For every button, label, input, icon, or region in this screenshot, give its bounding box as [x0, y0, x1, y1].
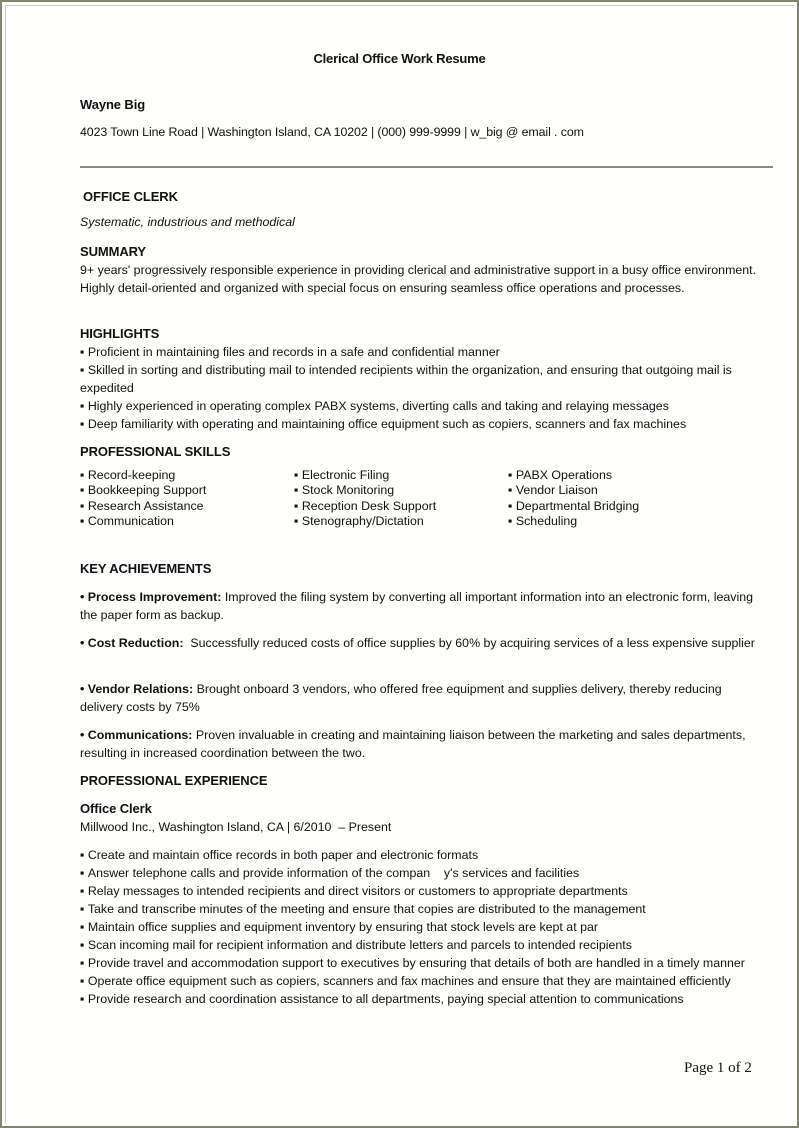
duty-item: ▪ Take and transcribe minutes of the meeting and ensure that copies are distributed to the management: [80, 900, 765, 918]
page-indicator: Page 1 of 2: [684, 1060, 752, 1076]
skill-item: ▪ Bookkeeping Support: [80, 483, 294, 498]
document-title: Clerical Office Work Resume: [313, 51, 486, 66]
skill-item: ▪ Scheduling: [508, 514, 722, 529]
achievement-item: [80, 588, 765, 624]
job-entry: [80, 800, 760, 836]
job-title: Office Clerk: [80, 801, 152, 816]
achievement-label: • Vendor Relations:: [80, 682, 193, 696]
achievement-text: Brought onboard 3 vendors, who offered free equipment and supplies delivery, thereby reducing delivery costs by 75%: [80, 682, 722, 714]
achievement-item: [80, 680, 765, 716]
duty-item: ▪ Relay messages to intended recipients and direct visitors or customers to appropriate departments: [80, 882, 765, 900]
highlights-heading: HIGHLIGHTS: [80, 326, 160, 341]
highlights-section: [80, 325, 760, 433]
duty-item: ▪ Maintain office supplies and equipment inventory by ensuring that stock levels are kept at par: [80, 918, 765, 936]
skills-column: [508, 468, 722, 529]
skills-heading: PROFESSIONAL SKILLS: [80, 444, 231, 459]
job-duties: [80, 846, 765, 1008]
achievement-text: Improved the filing system by converting all important information into an electronic form, leaving the paper form as backup.: [80, 590, 754, 622]
highlight-item: ▪ Deep familiarity with operating and maintaining office equipment such as copiers, scanners and fax machines: [80, 415, 760, 433]
candidate-name: Wayne Big: [80, 97, 146, 112]
skill-item: ▪ Electronic Filing: [294, 468, 508, 483]
tagline: Systematic, industrious and methodical: [80, 215, 295, 229]
summary-heading: SUMMARY: [80, 244, 146, 259]
summary-text: 9+ years' progressively responsible experience in providing clerical and administrative support in a busy office environment. Highly detail-oriented and organized with special focus on ensuring seamless office operations and processes.: [80, 263, 757, 295]
achievement-item: [80, 634, 765, 652]
duty-item: ▪ Scan incoming mail for recipient information and distribute letters and parcels to intended recipients: [80, 936, 765, 954]
skills-column: [80, 468, 294, 529]
achievements-heading: KEY ACHIEVEMENTS: [80, 561, 212, 576]
duty-item: ▪ Provide research and coordination assistance to all departments, paying special attention to communications: [80, 990, 765, 1008]
summary-section: [80, 243, 760, 297]
achievement-label: • Process Improvement:: [80, 590, 221, 604]
achievement-text: Proven invaluable in creating and maintaining liaison between the marketing and sales departments, resulting in increased coordination between the two.: [80, 728, 746, 760]
highlight-item: ▪ Skilled in sorting and distributing mail to intended recipients within the organization, and ensuring that outgoing mail is expedited: [80, 361, 760, 397]
duty-item: ▪ Create and maintain office records in both paper and electronic formats: [80, 846, 765, 864]
skill-item: ▪ Communication: [80, 514, 294, 529]
duty-item: ▪ Answer telephone calls and provide information of the compan y's services and facilities: [80, 864, 765, 882]
highlight-item: ▪ Highly experienced in operating complex PABX systems, diverting calls and taking and relaying messages: [80, 397, 760, 415]
skill-item: ▪ Record-keeping: [80, 468, 294, 483]
duty-item: ▪ Operate office equipment such as copiers, scanners and fax machines and ensure that they are maintained efficiently: [80, 972, 765, 990]
experience-heading: PROFESSIONAL EXPERIENCE: [80, 773, 268, 788]
job-meta: Millwood Inc., Washington Island, CA | 6/2010 – Present: [80, 820, 392, 834]
header-divider: [80, 166, 773, 168]
achievement-label: • Cost Reduction:: [80, 636, 183, 650]
skill-item: ▪ Stenography/Dictation: [294, 514, 508, 529]
duty-item: ▪ Provide travel and accommodation support to executives by ensuring that details of both are handled in a timely manner: [80, 954, 765, 972]
contact-info: 4023 Town Line Road | Washington Island, CA 10202 | (000) 999-9999 | w_big @ email . com: [80, 125, 584, 139]
skill-item: ▪ Departmental Bridging: [508, 499, 722, 514]
role-title: OFFICE CLERK: [83, 189, 178, 204]
skills-grid: [80, 468, 740, 529]
skill-item: ▪ PABX Operations: [508, 468, 722, 483]
skill-item: ▪ Reception Desk Support: [294, 499, 508, 514]
achievement-item: [80, 726, 765, 762]
skill-item: ▪ Vendor Liaison: [508, 483, 722, 498]
skill-item: ▪ Stock Monitoring: [294, 483, 508, 498]
achievement-text: Successfully reduced costs of office supplies by 60% by acquiring services of a less expensive supplier: [183, 636, 755, 650]
skills-column: [294, 468, 508, 529]
achievement-label: • Communications:: [80, 728, 192, 742]
highlight-item: ▪ Proficient in maintaining files and records in a safe and confidential manner: [80, 343, 760, 361]
skill-item: ▪ Research Assistance: [80, 499, 294, 514]
